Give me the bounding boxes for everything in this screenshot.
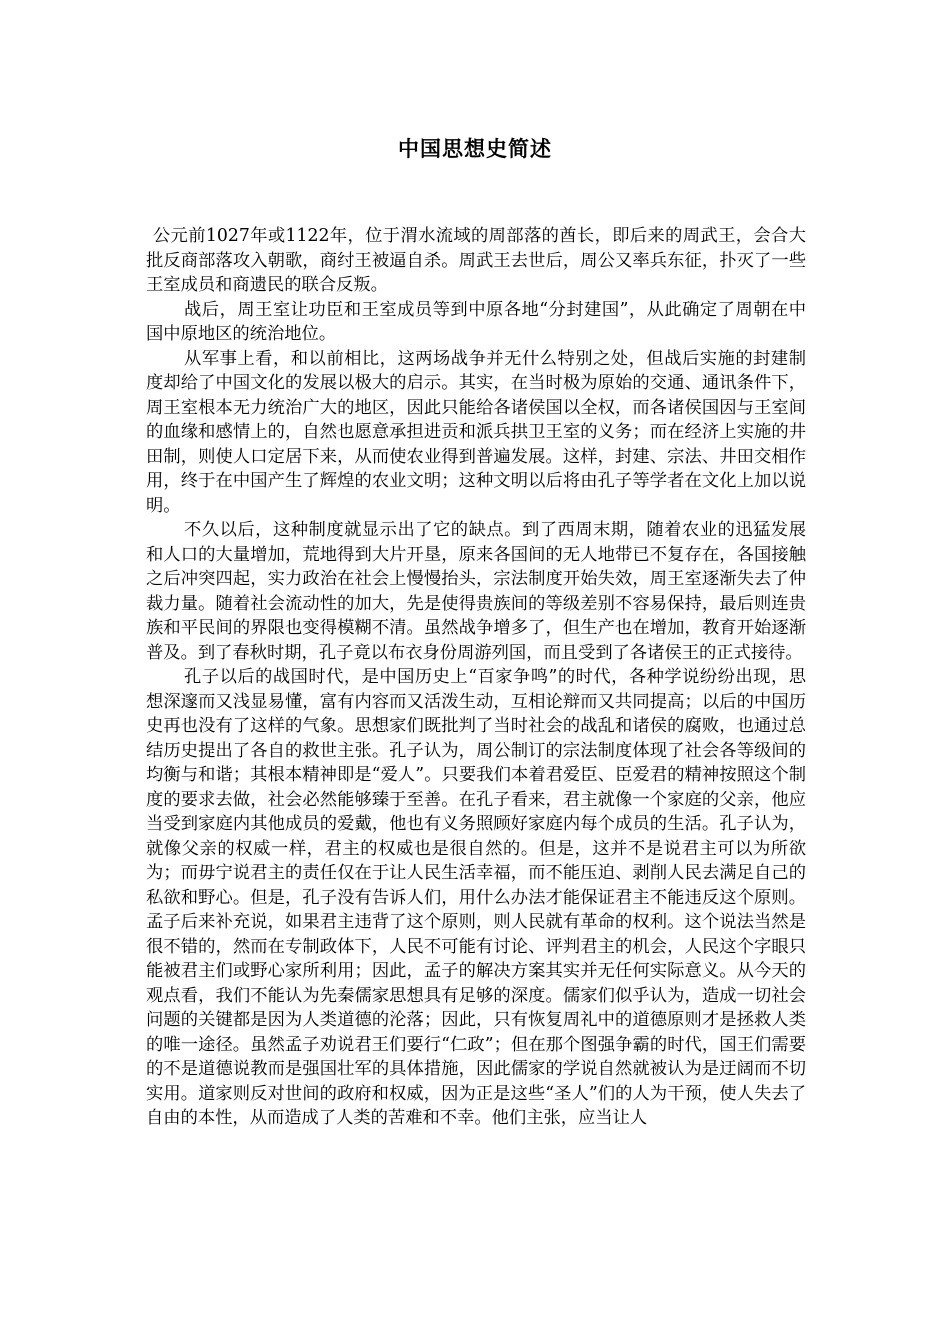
- paragraph-5: 孔子以后的战国时代，是中国历史上“百家争鸣”的时代，各种学说纷纷出现，思想深邃而又浅显易懂，富有内容而又活泼生动，互相论辩而又共同提高；以后的中国历史再也没有了这样的气象。思想家们既批判了当时社会的战乱和诸侯的腐败，也通过总结历史提出了各自的救世主张。孔子认为，周公制订的宗法制度体现了社会各等级间的均衡与和谐；其根本精神即是“爱人”。只要我们本着君爱臣、臣爱君的精神按照这个制度的要求去做，社会必然能够臻于至善。在孔子看来，君主就像一个家庭的父亲，他应当受到家庭内其他成员的爱戴，他也有义务照顾好家庭内每个成员的生活。孔子认为，就像父亲的权威一样，君主的权威也是很自然的。但是，这并不是说君主可以为所欲为；而毋宁说君主的责任仅在于让人民生活幸福，而不能压迫、剥削人民去满足自己的私欲和野心。但是，孔子没有告诉人们，用什么办法才能保证君主不能违反这个原则。孟子后来补充说，如果君主违背了这个原则，则人民就有革命的权利。这个说法当然是很不错的，然而在专制政体下，人民不可能有讨论、评判君主的机会，人民这个字眼只能被君主们或野心家所利用；因此，孟子的解决方案其实并无任何实际意义。从今天的观点看，我们不能认为先秦儒家思想具有足够的深度。儒家们似乎认为，造成一切社会问题的关键都是因为人类道德的沦落；因此，只有恢复周礼中的道德原则才是拯救人类的唯一途径。虽然孟子劝说君王们要行“仁政”；但在那个图强争霸的时代，国王们需要的不是道德说教而是强国壮军的具体措施，因此儒家的学说自然就被认为是迂阔而不切实用。道家则反对世间的政府和权威，因为正是这些“圣人”们的人为干预，使人失去了自由的本性，从而造成了人类的苦难和不幸。他们主张，应当让人: [146, 667, 806, 1128]
- document-title: 中国思想史简述: [398, 137, 552, 161]
- paragraph-4: 不久以后，这种制度就显示出了它的缺点。到了西周末期，随着农业的迅猛发展和人口的大量增加，荒地得到大片开垦，原来各国间的无人地带已不复存在，各国接触之后冲突四起，实力政治在社会上慢慢抬头，宗法制度开始失效，周王室逐渐失去了仲裁力量。随着社会流动性的加大，先是使得贵族间的等级差别不容易保持，最后则连贵族和平民间的界限也变得模糊不清。虽然战争增多了，但生产也在增加，教育开始逐渐普及。到了春秋时期，孔子竟以布衣身份周游列国，而且受到了各诸侯王的正式接待。: [146, 520, 806, 663]
- paragraph-2: 战后，周王室让功臣和王室成员等到中原各地“分封建国”，从此确定了周朝在中国中原地区的统治地位。: [146, 299, 806, 344]
- paragraph-3: 从军事上看，和以前相比，这两场战争并无什么特别之处，但战后实施的封建制度却给了中国文化的发展以极大的启示。其实，在当时极为原始的交通、通讯条件下，周王室根本无力统治广大的地区，因此只能给各诸侯国以全权，而各诸侯国因与王室间的血缘和感情上的，自然也愿意承担进贡和派兵拱卫王室的义务；而在经济上实施的井田制，则使人口定居下来，从而使农业得到普遍发展。这样，封建、宗法、井田交相作用，终于在中国产生了辉煌的农业文明；这种文明以后将由孔子等学者在文化上加以说明。: [146, 348, 806, 516]
- document-body: [146, 224, 806, 1131]
- paragraph-1: 公元前1027年或1122年，位于渭水流域的周部落的酋长，即后来的周武王，会合大批反商部落攻入朝歌，商纣王被逼自杀。周武王去世后，周公又率兵东征，扑灭了一些王室成员和商遗民的联合反叛。: [146, 226, 806, 295]
